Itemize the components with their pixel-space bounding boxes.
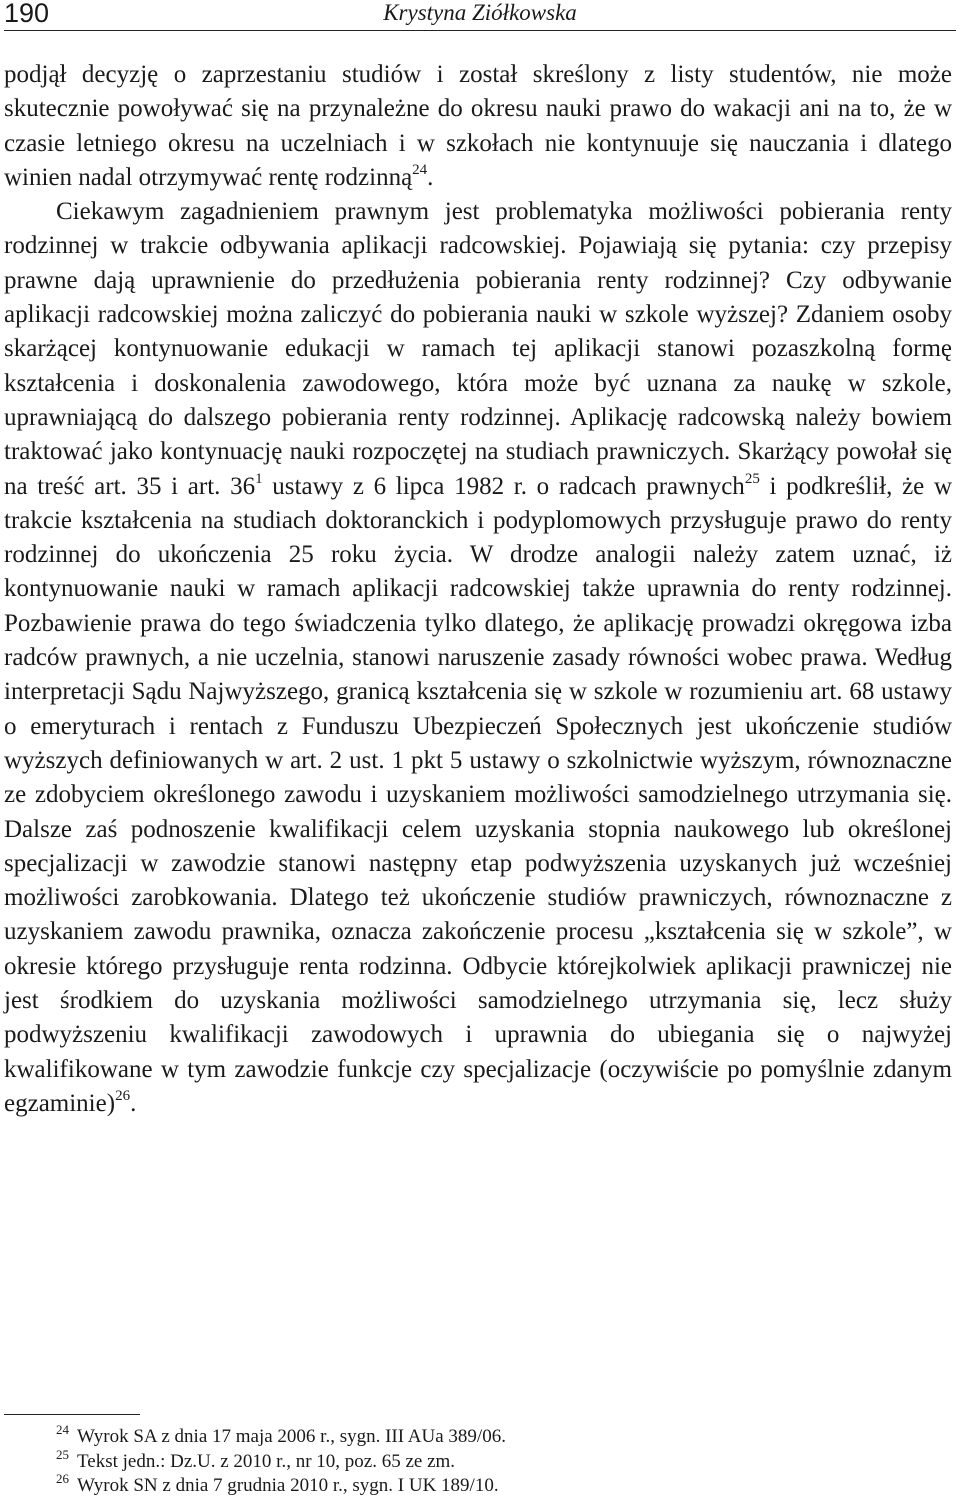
main-text xyxy=(4,58,952,1121)
paragraph-2-text-c: i podkreślił, że w trakcie kształcenia na studiach doktoranckich i podyplomowych przysługuje prawo do renty rodzinnej do ukończenia 25 roku życia. W drodze analogii należy zatem uznać, iż kontynuowanie nauki w ramach aplikacji radcowskiej także uprawnia do renty rodzinnej. Pozbawienie prawa do tego świadczenia tylko dlatego, że aplikację prowadzi okręgowa izba radców prawnych, a nie uczelnia, stanowi naruszenie zasady równości wobec prawa. Według interpretacji Sądu Najwyższego, granicą kształcenia się w szkole w rozumieniu art. 68 ustawy o emeryturach i rentach z Funduszu Ubezpieczeń Społecznych jest ukończenie studiów wyższych definiowanych w art. 2 ust. 1 pkt 5 ustawy o szkolnictwie wyższym, równoznaczne ze zdobyciem określonego zawodu i uzyskaniem możliwości samodzielnego utrzymania się. Dalsze zaś podnoszenie kwalifikacji celem uzyskania stopnia naukowego lub określonej specjalizacji w zawodzie stanowi następny etap podwyższenia uzyskanych już wcześniej możliwości zarobkowania. Dlatego też ukończenie studiów prawniczych, równoznaczne z uzyskaniem zawodu prawnika, oznacza zakończenie procesu „kształcenia się w szkole”, w okresie którego przysługuje renta rodzinna. Odbycie którejkolwiek aplikacji prawniczej nie jest środkiem do uzyskania możliwości samodzielnego utrzymania się, lecz służy podwyższeniu kwalifikacji zawodowych i uprawnia do ubiegania się o najwyżej kwalifikowane w tym zawodzie funkcje czy specjalizacje (oczywiście po pomyślnie zdanym egzaminie) xyxy=(4,472,953,1117)
page-number: 190 xyxy=(4,0,50,28)
running-header xyxy=(4,0,956,31)
footnote-separator xyxy=(4,1414,140,1415)
footnote-ref-26[interactable]: 26 xyxy=(115,1087,131,1104)
paragraph-1-text: podjął decyzję o zaprzestaniu studiów i został skreślony z listy studentów, nie może skutecznie powoływać się na przynależne do okresu nauki prawo do wakacji ani na to, że w czasie letniego okresu na uczelniach i w szkołach nie kontynuuje się nauczania i dlatego winien nadal otrzymywać rentę rodzinną xyxy=(4,61,952,191)
paragraph-1-end: . xyxy=(427,163,434,191)
paragraph-2 xyxy=(4,195,952,1121)
article-superscript: 1 xyxy=(255,470,263,487)
footnote-25 xyxy=(56,1446,936,1475)
footnote-text: Wyrok SA z dnia 17 maja 2006 r., sygn. III AUa 389/06. xyxy=(77,1426,506,1447)
footnote-number: 24 xyxy=(56,1422,69,1437)
paragraph-2-text-a: Ciekawym zagadnieniem prawnym jest problematyka możliwości pobierania renty rodzinnej w trakcie odbywania aplikacji radcowskiej. Pojawiają się pytania: czy przepisy prawne dają uprawnienie do przedłużenia pobierania renty rodzinnej? Czy odbywanie aplikacji radcowskiej można zaliczyć do pobierania nauki w szkole wyższej? Zdaniem osoby skarżącej kontynuowanie edukacji w ramach tej aplikacji stanowi pozaszkolną formę kształcenia i doskonalenia zawodowego, która może być uznana za naukę w szkole, uprawniającą do dalszego pobierania renty rodzinnej. Aplikację radcowską należy bowiem traktować jako kontynuację nauki rozpoczętej na studiach prawniczych. Skarżący powołał się na treść art. 35 i art. 36 xyxy=(4,198,952,500)
footnote-number: 25 xyxy=(56,1446,69,1462)
footnote-24 xyxy=(56,1422,936,1450)
footnote-text: Wyrok SN z dnia 7 grudnia 2010 r., sygn. I UK 189/10. xyxy=(77,1475,499,1496)
footnote-ref-25[interactable]: 25 xyxy=(744,470,760,487)
footnotes xyxy=(56,1422,936,1499)
running-head-author: Krystyna Ziółkowska xyxy=(383,0,577,25)
footnote-ref-24[interactable]: 24 xyxy=(412,161,428,178)
footnote-number: 26 xyxy=(56,1471,69,1486)
footnote-26 xyxy=(56,1471,936,1499)
paragraph-1 xyxy=(4,58,952,195)
paragraph-2-text-b: ustawy z 6 lipca 1982 r. o radcach prawnych xyxy=(262,472,745,500)
paragraph-2-end: . xyxy=(130,1089,137,1117)
footnote-text: Tekst jedn.: Dz.U. z 2010 r., nr 10, poz. 65 ze zm. xyxy=(77,1450,456,1472)
